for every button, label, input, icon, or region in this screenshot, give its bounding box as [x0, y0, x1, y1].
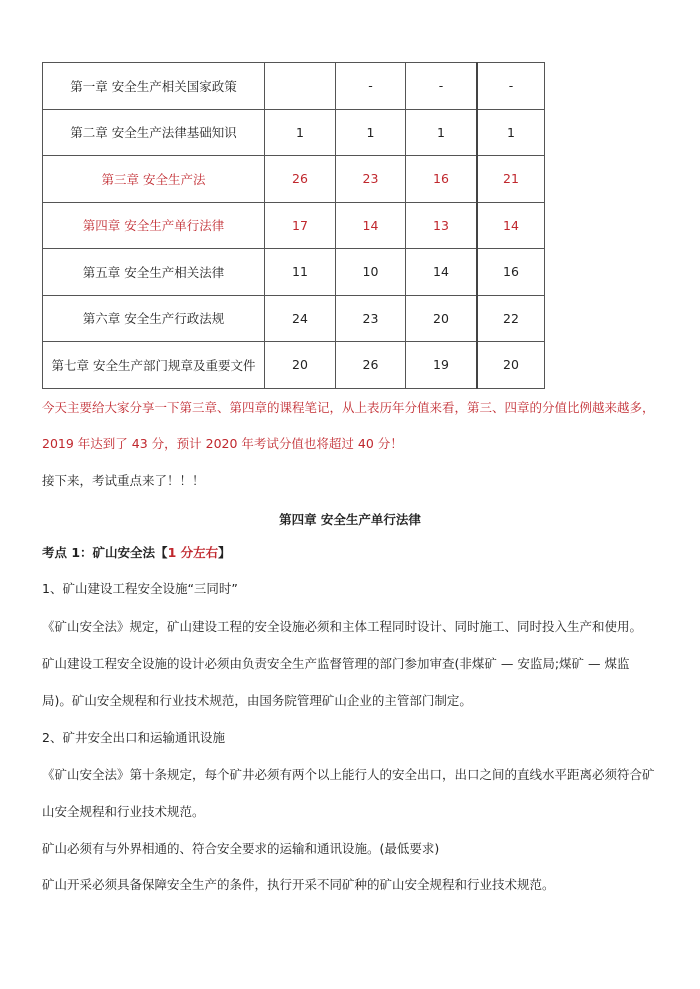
score-cell: 13	[406, 202, 478, 249]
score-cell: 22	[477, 295, 545, 342]
paragraph-line: 矿山开采必须具备保障安全生产的条件，执行开采不同矿种的矿山安全规程和行业技术规范。	[42, 877, 555, 892]
chapter-cell: 第四章 安全生产单行法律	[43, 202, 265, 249]
chapter-cell: 第七章 安全生产部门规章及重要文件	[43, 342, 265, 389]
score-cell: 1	[477, 109, 545, 156]
score-cell: 14	[406, 249, 478, 296]
score-cell: 1	[406, 109, 478, 156]
table-row	[43, 249, 545, 296]
score-cell	[265, 63, 336, 110]
score-cell: 14	[336, 202, 406, 249]
score-cell: 19	[406, 342, 478, 389]
paragraph-line: 矿山必须有与外界相通的、符合安全要求的运输和通讯设施。(最低要求)	[42, 841, 440, 856]
section-title: 第四章 安全生产单行法律	[279, 512, 421, 527]
table-row	[43, 295, 545, 342]
paragraph-line: 矿山建设工程安全设施的设计必须由负责安全生产监督管理的部门参加审查(非煤矿 — 安监局;煤矿 — 煤监	[42, 656, 630, 671]
score-cell: 14	[477, 202, 545, 249]
score-cell: 26	[336, 342, 406, 389]
score-cell: 20	[406, 295, 478, 342]
score-cell: 11	[265, 249, 336, 296]
point-1-label: 考点 1：矿山安全法【	[42, 545, 168, 560]
paragraph-line: 山安全规程和行业技术规范。	[42, 804, 205, 819]
score-cell: 16	[406, 156, 478, 203]
score-cell: 23	[336, 295, 406, 342]
intro-line-1: 今天主要给大家分享一下第三章、第四章的课程笔记，从上表历年分值来看，第三、四章的分值比例越来越多，	[42, 400, 655, 415]
table-row	[43, 202, 545, 249]
score-cell: 1	[336, 109, 406, 156]
score-cell: 24	[265, 295, 336, 342]
paragraph-line: 《矿山安全法》第十条规定，每个矿井必须有两个以上能行人的安全出口，出口之间的直线水平距离必须符合矿	[42, 767, 655, 782]
score-cell: -	[406, 63, 478, 110]
score-cell: 20	[477, 342, 545, 389]
table-row	[43, 63, 545, 110]
table-row	[43, 156, 545, 203]
point-1-score: 1 分左右	[167, 545, 219, 560]
table-row	[43, 342, 545, 389]
chapter-cell: 第五章 安全生产相关法律	[43, 249, 265, 296]
score-cell: 17	[265, 202, 336, 249]
paragraph-line: 局)。矿山安全规程和行业技术规范，由国务院管理矿山企业的主管部门制定。	[42, 693, 472, 708]
score-cell: 20	[265, 342, 336, 389]
chapter-cell: 第三章 安全生产法	[43, 156, 265, 203]
paragraph-line: 1、矿山建设工程安全设施“三同时”	[42, 581, 238, 596]
score-cell: 21	[477, 156, 545, 203]
score-cell: -	[477, 63, 545, 110]
chapter-cell: 第六章 安全生产行政法规	[43, 295, 265, 342]
intro-line-3: 接下来，考试重点来了！！！	[42, 473, 205, 488]
score-cell: 16	[477, 249, 545, 296]
point-1-heading	[42, 544, 231, 562]
score-cell: 23	[336, 156, 406, 203]
score-cell: 26	[265, 156, 336, 203]
score-table	[42, 62, 545, 389]
score-cell: -	[336, 63, 406, 110]
intro-line-2: 2019 年达到了 43 分，预计 2020 年考试分值也将超过 40 分！	[42, 436, 403, 451]
chapter-cell: 第一章 安全生产相关国家政策	[43, 63, 265, 110]
table-row	[43, 109, 545, 156]
score-cell: 10	[336, 249, 406, 296]
paragraph-line: 2、矿井安全出口和运输通讯设施	[42, 730, 225, 745]
score-cell: 1	[265, 109, 336, 156]
point-1-close: 】	[218, 545, 231, 560]
paragraph-line: 《矿山安全法》规定，矿山建设工程的安全设施必须和主体工程同时设计、同时施工、同时投入生产和使用。	[42, 619, 643, 634]
chapter-cell: 第二章 安全生产法律基础知识	[43, 109, 265, 156]
